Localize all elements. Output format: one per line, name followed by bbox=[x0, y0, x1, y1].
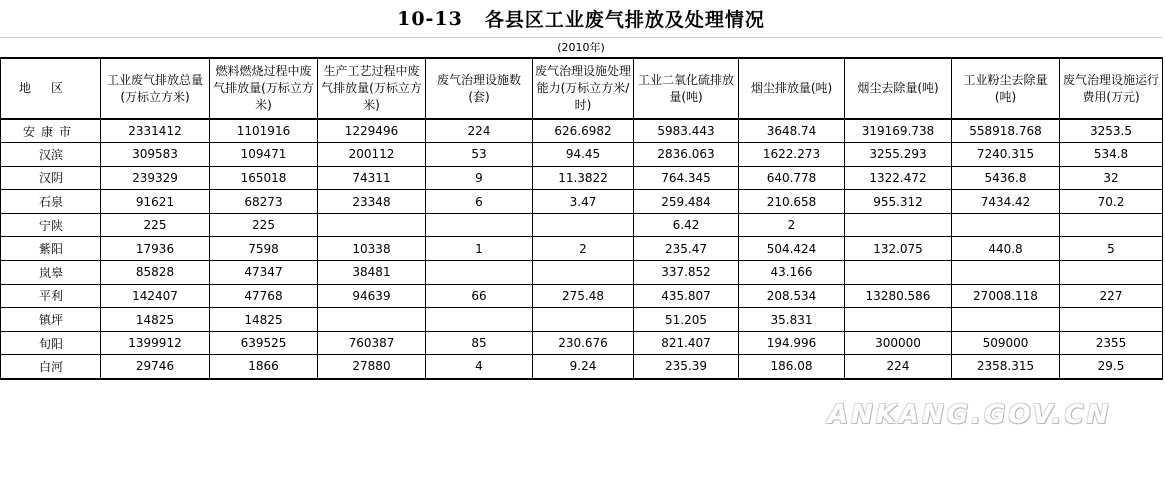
value-cell: 68273 bbox=[210, 190, 318, 214]
value-cell: 194.996 bbox=[739, 331, 845, 355]
value-cell bbox=[318, 308, 426, 332]
value-cell: 51.205 bbox=[634, 308, 739, 332]
value-cell: 200112 bbox=[318, 143, 426, 167]
value-cell: 29.5 bbox=[1060, 355, 1163, 379]
region-cell: 汉滨 bbox=[1, 143, 101, 167]
watermark: ANKANG.GOV.CN bbox=[828, 400, 1112, 430]
value-cell: 760387 bbox=[318, 331, 426, 355]
value-cell: 94.45 bbox=[533, 143, 634, 167]
region-cell: 旬阳 bbox=[1, 331, 101, 355]
value-cell: 337.852 bbox=[634, 261, 739, 285]
value-cell: 440.8 bbox=[952, 237, 1060, 261]
column-header: 燃料燃烧过程中废气排放量(万标立方米) bbox=[210, 58, 318, 119]
column-header: 废气治理设施运行费用(万元) bbox=[1060, 58, 1163, 119]
value-cell: 626.6982 bbox=[533, 119, 634, 143]
value-cell: 5436.8 bbox=[952, 166, 1060, 190]
value-cell: 3255.293 bbox=[845, 143, 952, 167]
value-cell: 6 bbox=[426, 190, 533, 214]
table-row bbox=[1, 119, 1163, 143]
value-cell bbox=[952, 261, 1060, 285]
value-cell: 29746 bbox=[101, 355, 210, 379]
column-header: 废气治理设施处理能力(万标立方米/时) bbox=[533, 58, 634, 119]
value-cell: 7598 bbox=[210, 237, 318, 261]
value-cell bbox=[845, 261, 952, 285]
table-row bbox=[1, 284, 1163, 308]
value-cell: 186.08 bbox=[739, 355, 845, 379]
value-cell: 70.2 bbox=[1060, 190, 1163, 214]
value-cell: 38481 bbox=[318, 261, 426, 285]
year-note: (2010年) bbox=[557, 41, 605, 54]
value-cell: 300000 bbox=[845, 331, 952, 355]
value-cell: 227 bbox=[1060, 284, 1163, 308]
value-cell: 558918.768 bbox=[952, 119, 1060, 143]
value-cell: 210.658 bbox=[739, 190, 845, 214]
column-header: 废气治理设施数(套) bbox=[426, 58, 533, 119]
value-cell: 1 bbox=[426, 237, 533, 261]
value-cell: 53 bbox=[426, 143, 533, 167]
value-cell: 224 bbox=[845, 355, 952, 379]
value-cell: 764.345 bbox=[634, 166, 739, 190]
value-cell: 6.42 bbox=[634, 213, 739, 237]
value-cell: 1866 bbox=[210, 355, 318, 379]
value-cell bbox=[426, 213, 533, 237]
value-cell: 259.484 bbox=[634, 190, 739, 214]
value-cell bbox=[952, 213, 1060, 237]
column-header: 生产工艺过程中废气排放量(万标立方米) bbox=[318, 58, 426, 119]
value-cell: 1322.472 bbox=[845, 166, 952, 190]
value-cell: 225 bbox=[210, 213, 318, 237]
value-cell: 435.807 bbox=[634, 284, 739, 308]
value-cell: 5 bbox=[1060, 237, 1163, 261]
emissions-table bbox=[0, 57, 1163, 380]
value-cell: 2 bbox=[739, 213, 845, 237]
value-cell: 235.47 bbox=[634, 237, 739, 261]
table-row bbox=[1, 166, 1163, 190]
table-title-text: 各县区工业废气排放及处理情况 bbox=[484, 9, 765, 31]
header-row bbox=[1, 58, 1163, 119]
value-cell: 3253.5 bbox=[1060, 119, 1163, 143]
value-cell: 11.3822 bbox=[533, 166, 634, 190]
value-cell: 239329 bbox=[101, 166, 210, 190]
value-cell bbox=[845, 308, 952, 332]
value-cell: 13280.586 bbox=[845, 284, 952, 308]
value-cell: 1229496 bbox=[318, 119, 426, 143]
value-cell: 509000 bbox=[952, 331, 1060, 355]
value-cell bbox=[1060, 261, 1163, 285]
value-cell bbox=[533, 213, 634, 237]
value-cell: 2358.315 bbox=[952, 355, 1060, 379]
value-cell: 47347 bbox=[210, 261, 318, 285]
region-cell: 岚皋 bbox=[1, 261, 101, 285]
value-cell: 1399912 bbox=[101, 331, 210, 355]
region-cell: 平利 bbox=[1, 284, 101, 308]
value-cell: 2331412 bbox=[101, 119, 210, 143]
value-cell: 2 bbox=[533, 237, 634, 261]
region-cell: 安康市 bbox=[1, 119, 101, 143]
value-cell: 3.47 bbox=[533, 190, 634, 214]
table-row bbox=[1, 237, 1163, 261]
value-cell: 27008.118 bbox=[952, 284, 1060, 308]
value-cell: 142407 bbox=[101, 284, 210, 308]
value-cell: 640.778 bbox=[739, 166, 845, 190]
value-cell bbox=[426, 308, 533, 332]
column-header: 工业废气排放总量(万标立方米) bbox=[101, 58, 210, 119]
value-cell: 43.166 bbox=[739, 261, 845, 285]
value-cell: 14825 bbox=[210, 308, 318, 332]
region-cell: 镇坪 bbox=[1, 308, 101, 332]
value-cell: 821.407 bbox=[634, 331, 739, 355]
value-cell: 17936 bbox=[101, 237, 210, 261]
table-row bbox=[1, 190, 1163, 214]
value-cell: 275.48 bbox=[533, 284, 634, 308]
value-cell: 109471 bbox=[210, 143, 318, 167]
value-cell bbox=[1060, 213, 1163, 237]
value-cell bbox=[533, 261, 634, 285]
table-row bbox=[1, 331, 1163, 355]
value-cell: 225 bbox=[101, 213, 210, 237]
value-cell: 1622.273 bbox=[739, 143, 845, 167]
value-cell: 639525 bbox=[210, 331, 318, 355]
value-cell: 9.24 bbox=[533, 355, 634, 379]
value-cell: 165018 bbox=[210, 166, 318, 190]
value-cell: 224 bbox=[426, 119, 533, 143]
region-cell: 宁陕 bbox=[1, 213, 101, 237]
table-row bbox=[1, 213, 1163, 237]
region-cell: 紫阳 bbox=[1, 237, 101, 261]
value-cell: 32 bbox=[1060, 166, 1163, 190]
value-cell: 955.312 bbox=[845, 190, 952, 214]
table-title bbox=[0, 0, 1162, 38]
value-cell: 94639 bbox=[318, 284, 426, 308]
value-cell: 230.676 bbox=[533, 331, 634, 355]
column-header: 烟尘去除量(吨) bbox=[845, 58, 952, 119]
value-cell: 14825 bbox=[101, 308, 210, 332]
value-cell: 23348 bbox=[318, 190, 426, 214]
table-row bbox=[1, 261, 1163, 285]
value-cell: 7434.42 bbox=[952, 190, 1060, 214]
value-cell: 534.8 bbox=[1060, 143, 1163, 167]
value-cell: 504.424 bbox=[739, 237, 845, 261]
value-cell bbox=[533, 308, 634, 332]
value-cell: 35.831 bbox=[739, 308, 845, 332]
value-cell: 9 bbox=[426, 166, 533, 190]
value-cell bbox=[318, 213, 426, 237]
value-cell: 91621 bbox=[101, 190, 210, 214]
region-cell: 石泉 bbox=[1, 190, 101, 214]
value-cell: 85 bbox=[426, 331, 533, 355]
value-cell: 5983.443 bbox=[634, 119, 739, 143]
value-cell: 4 bbox=[426, 355, 533, 379]
value-cell: 208.534 bbox=[739, 284, 845, 308]
value-cell: 2355 bbox=[1060, 331, 1163, 355]
value-cell bbox=[1060, 308, 1163, 332]
table-row bbox=[1, 355, 1163, 379]
column-header: 工业粉尘去除量(吨) bbox=[952, 58, 1060, 119]
value-cell: 74311 bbox=[318, 166, 426, 190]
value-cell bbox=[845, 213, 952, 237]
value-cell: 319169.738 bbox=[845, 119, 952, 143]
table-row bbox=[1, 143, 1163, 167]
value-cell: 1101916 bbox=[210, 119, 318, 143]
table-row bbox=[1, 308, 1163, 332]
value-cell: 235.39 bbox=[634, 355, 739, 379]
value-cell: 85828 bbox=[101, 261, 210, 285]
region-cell: 白河 bbox=[1, 355, 101, 379]
value-cell: 309583 bbox=[101, 143, 210, 167]
value-cell: 66 bbox=[426, 284, 533, 308]
column-header: 地区 bbox=[1, 58, 101, 119]
region-cell: 汉阴 bbox=[1, 166, 101, 190]
value-cell bbox=[426, 261, 533, 285]
column-header: 工业二氧化硫排放量(吨) bbox=[634, 58, 739, 119]
value-cell: 7240.315 bbox=[952, 143, 1060, 167]
value-cell: 132.075 bbox=[845, 237, 952, 261]
value-cell: 3648.74 bbox=[739, 119, 845, 143]
column-header: 烟尘排放量(吨) bbox=[739, 58, 845, 119]
value-cell: 10338 bbox=[318, 237, 426, 261]
value-cell bbox=[952, 308, 1060, 332]
value-cell: 27880 bbox=[318, 355, 426, 379]
value-cell: 47768 bbox=[210, 284, 318, 308]
value-cell: 2836.063 bbox=[634, 143, 739, 167]
table-code: 10-13 bbox=[397, 7, 463, 30]
